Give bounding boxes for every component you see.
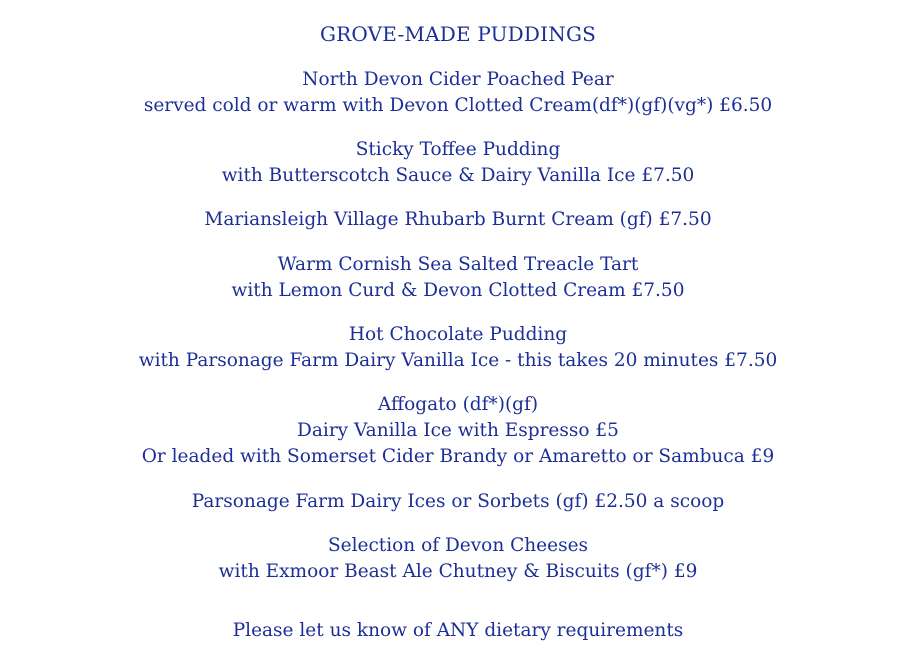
- menu-item-description: with Parsonage Farm Dairy Vanilla Ice - this takes 20 minutes £7.50: [138, 350, 778, 371]
- menu-title: GROVE-MADE PUDDINGS: [319, 22, 597, 46]
- menu-item-name: Selection of Devon Cheeses: [327, 535, 589, 556]
- menu-item-name: Mariansleigh Village Rhubarb Burnt Cream (gf) £7.50: [204, 209, 712, 230]
- menu-item-sticky-toffee-pudding: [0, 137, 916, 189]
- menu-item-name: North Devon Cider Poached Pear: [302, 69, 614, 90]
- menu-item-description: with Butterscotch Sauce & Dairy Vanilla Ice £7.50: [221, 165, 695, 186]
- menu-item-affogato: [0, 392, 916, 470]
- menu-item-devon-cheeses: [0, 533, 916, 585]
- dietary-note: Please let us know of ANY dietary requirements: [232, 620, 684, 641]
- menu-item-description: served cold or warm with Devon Clotted Cream(df*)(gf)(vg*) £6.50: [143, 95, 773, 116]
- menu-item-name: Parsonage Farm Dairy Ices or Sorbets (gf) £2.50 a scoop: [191, 491, 725, 512]
- menu-item-poached-pear: [0, 67, 916, 119]
- menu-item-name: Hot Chocolate Pudding: [348, 324, 568, 345]
- menu-item-name: Warm Cornish Sea Salted Treacle Tart: [277, 254, 639, 275]
- menu-item-hot-chocolate-pudding: [0, 322, 916, 374]
- menu-item-name: Affogato (df*)(gf): [377, 394, 539, 415]
- menu-item-description: with Exmoor Beast Ale Chutney & Biscuits (gf*) £9: [218, 561, 698, 582]
- menu-item-description: Dairy Vanilla Ice with Espresso £5: [297, 420, 619, 441]
- menu-item-name: Sticky Toffee Pudding: [355, 139, 561, 160]
- menu-item-rhubarb-burnt-cream: [0, 207, 916, 233]
- menu-item-description: Or leaded with Somerset Cider Brandy or Amaretto or Sambuca £9: [141, 446, 775, 467]
- menu-item-description: with Lemon Curd & Devon Clotted Cream £7.50: [231, 280, 685, 301]
- menu-item-treacle-tart: [0, 252, 916, 304]
- menu-item-ices-sorbets: [0, 489, 916, 515]
